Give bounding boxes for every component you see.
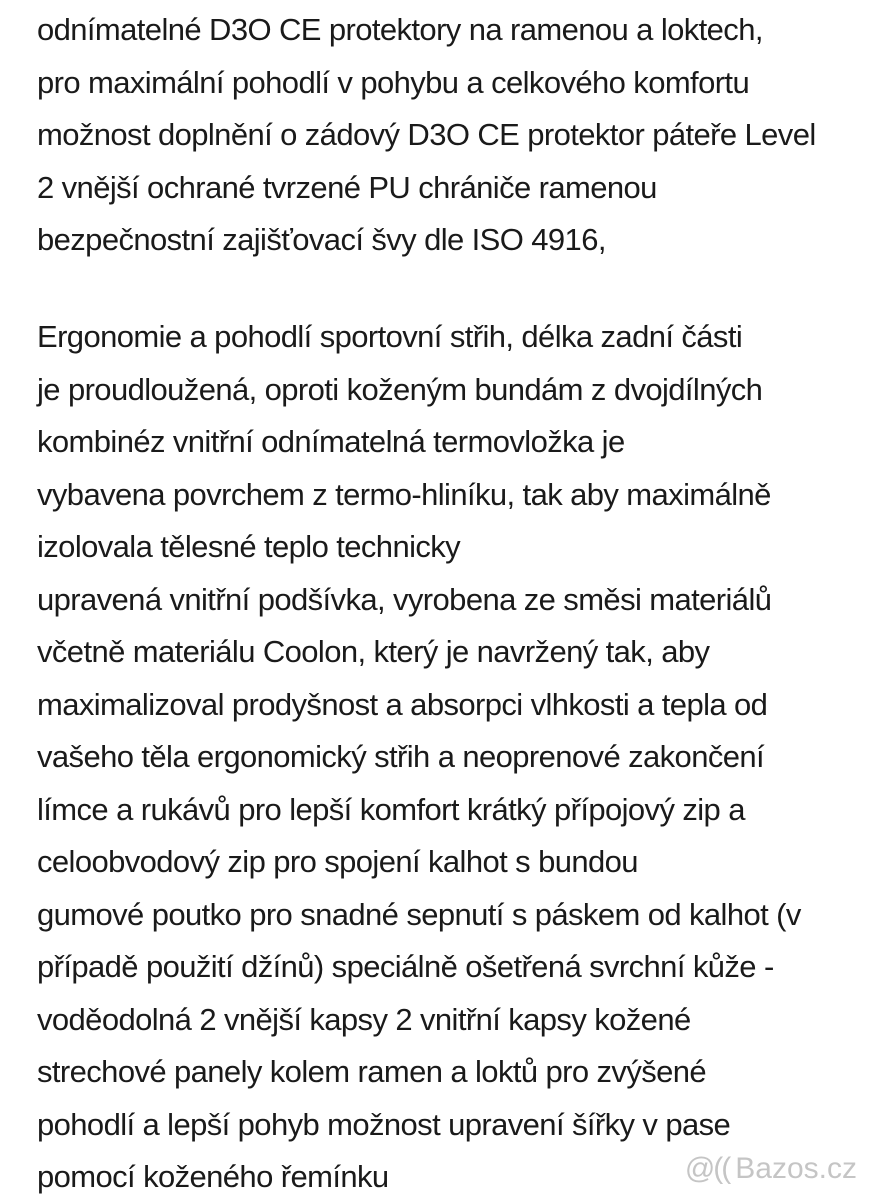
bazos-watermark xyxy=(685,1152,857,1186)
text-line: pomocí koženého řemínku xyxy=(37,1159,389,1194)
text-line: vašeho těla ergonomický střih a neoprenové zakončení xyxy=(37,739,765,774)
text-line: pro maximální pohodlí v pohybu a celkového komfortu xyxy=(37,64,750,100)
description-paragraph-1 xyxy=(37,4,867,267)
text-line: bezpečnostní zajišťovací švy dle ISO 4916, xyxy=(37,222,606,257)
watermark-text: Bazos.cz xyxy=(735,1152,857,1185)
text-line: včetně materiálu Coolon, který je navržený tak, aby xyxy=(37,634,710,669)
text-line: strechové panely kolem ramen a loktů pro zvýšené xyxy=(37,1054,707,1089)
text-line: celoobvodový zip pro spojení kalhot s bundou xyxy=(37,844,638,879)
text-line: voděodolná 2 vnější kapsy 2 vnitřní kapsy kožené xyxy=(37,1001,691,1037)
text-line: případě použití džínů) speciálně ošetřená svrchní kůže - xyxy=(37,949,774,984)
text-line: límce a rukávů pro lepší komfort krátký přípojový zip a xyxy=(37,791,745,827)
text-line: pohodlí a lepší pohyb možnost upravení šířky v pase xyxy=(37,1106,731,1142)
text-line: vybavena povrchem z termo-hliníku, tak aby maximálně xyxy=(37,476,771,512)
text-line: odnímatelné D3O CE protektory na ramenou a loktech, xyxy=(37,12,763,47)
text-line: kombinéz vnitřní odnímatelná termovložka je xyxy=(37,424,625,459)
text-line: Ergonomie a pohodlí sportovní střih, délka zadní části xyxy=(37,319,743,354)
text-line: gumové poutko pro snadné sepnutí s páskem od kalhot (v xyxy=(37,896,801,932)
text-line: možnost doplnění o zádový D3O CE protektor páteře Level xyxy=(37,117,816,152)
description-paragraph-2 xyxy=(37,311,867,1200)
text-line: upravená vnitřní podšívka, vyrobena ze směsi materiálů xyxy=(37,581,772,617)
text-line: maximalizoval prodyšnost a absorpci vlhkosti a tepla od xyxy=(37,686,768,722)
bazos-logo-icon: @(( xyxy=(684,1152,730,1185)
text-line: izolovala tělesné teplo technicky xyxy=(37,529,461,564)
text-line: 2 vnější ochrané tvrzené PU chrániče ramenou xyxy=(37,169,657,205)
text-line: je proudloužená, oproti koženým bundám z dvojdílných xyxy=(37,371,763,407)
